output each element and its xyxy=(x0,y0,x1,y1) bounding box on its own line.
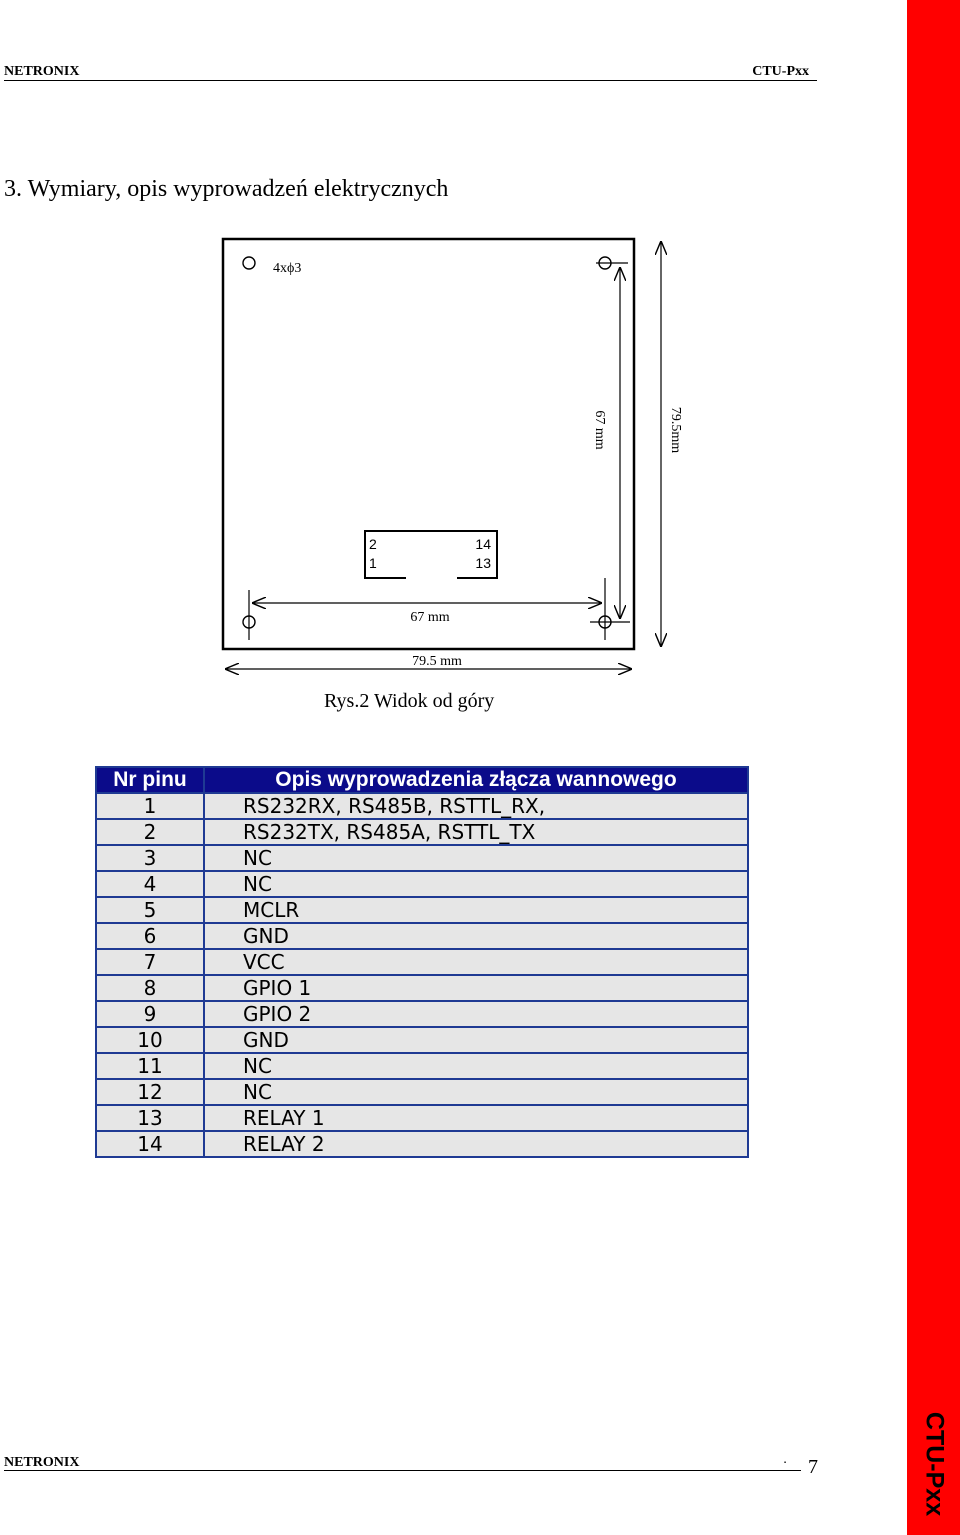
table-header-row xyxy=(96,767,748,793)
table-row xyxy=(96,897,748,923)
connector xyxy=(365,531,497,578)
table-row xyxy=(96,1001,748,1027)
column-header-pin: Nr pinu xyxy=(96,767,204,793)
pin-description: NC xyxy=(204,871,748,897)
board-outline xyxy=(223,239,634,649)
table-row xyxy=(96,845,748,871)
top-view-diagram xyxy=(0,230,720,690)
pin-number: 9 xyxy=(96,1001,204,1027)
page-footer xyxy=(4,1452,801,1471)
pin-number: 10 xyxy=(96,1027,204,1053)
pin-description: NC xyxy=(204,1079,748,1105)
pin-number: 3 xyxy=(96,845,204,871)
column-header-description: Opis wyprowadzenia złącza wannowego xyxy=(204,767,748,793)
table-row xyxy=(96,819,748,845)
pinout-table xyxy=(95,766,749,1158)
pin-number: 7 xyxy=(96,949,204,975)
section-title: 3. Wymiary, opis wyprowadzeń elektrycznych xyxy=(4,176,449,202)
dim-label-inner-vertical: 67 mm xyxy=(592,410,607,450)
table-row xyxy=(96,923,748,949)
dim-label-inner-horizontal: 67 mm xyxy=(410,610,450,625)
pin-description: NC xyxy=(204,845,748,871)
connector-pin-1: 1 xyxy=(369,555,377,571)
side-bar-label: CTU-Pxx xyxy=(920,1411,948,1517)
connector-pin-2: 2 xyxy=(369,536,377,552)
pin-description: MCLR xyxy=(204,897,748,923)
table-row xyxy=(96,793,748,819)
dim-label-outer-horizontal: 79.5 mm xyxy=(412,654,462,669)
table-row xyxy=(96,1053,748,1079)
pin-number: 4 xyxy=(96,871,204,897)
mounting-hole-icon xyxy=(243,257,255,269)
pin-number: 6 xyxy=(96,923,204,949)
hole-label: 4xϕ3 xyxy=(273,261,302,276)
pin-number: 2 xyxy=(96,819,204,845)
footer-dot: . xyxy=(783,1450,787,1466)
pin-number: 14 xyxy=(96,1131,204,1157)
pin-description: RS232TX, RS485A, RSTTL_TX xyxy=(204,819,748,845)
pin-number: 12 xyxy=(96,1079,204,1105)
pin-description: VCC xyxy=(204,949,748,975)
figure-caption: Rys.2 Widok od góry xyxy=(324,690,495,712)
table-row xyxy=(96,1105,748,1131)
header-company: NETRONIX xyxy=(4,64,80,79)
table-row xyxy=(96,1079,748,1105)
footer-company: NETRONIX xyxy=(4,1455,80,1470)
pin-description: NC xyxy=(204,1053,748,1079)
pin-description: GND xyxy=(204,923,748,949)
table-row xyxy=(96,949,748,975)
pin-number: 1 xyxy=(96,793,204,819)
page-number: 7 xyxy=(808,1456,818,1478)
page-header xyxy=(4,62,817,81)
table-row xyxy=(96,1131,748,1157)
pin-description: GPIO 1 xyxy=(204,975,748,1001)
connector-pin-13: 13 xyxy=(475,555,491,571)
header-product: CTU-Pxx xyxy=(752,64,809,79)
table-row xyxy=(96,975,748,1001)
pin-description: RS232RX, RS485B, RSTTL_RX, xyxy=(204,793,748,819)
table-row xyxy=(96,1027,748,1053)
pin-description: RELAY 1 xyxy=(204,1105,748,1131)
pin-number: 8 xyxy=(96,975,204,1001)
pin-number: 5 xyxy=(96,897,204,923)
pin-number: 13 xyxy=(96,1105,204,1131)
pin-description: GPIO 2 xyxy=(204,1001,748,1027)
connector-pin-14: 14 xyxy=(475,536,491,552)
pin-number: 11 xyxy=(96,1053,204,1079)
pin-description: RELAY 2 xyxy=(204,1131,748,1157)
side-bar xyxy=(907,0,960,1535)
table-row xyxy=(96,871,748,897)
dim-label-outer-vertical: 79.5mm xyxy=(668,406,683,454)
pin-description: GND xyxy=(204,1027,748,1053)
